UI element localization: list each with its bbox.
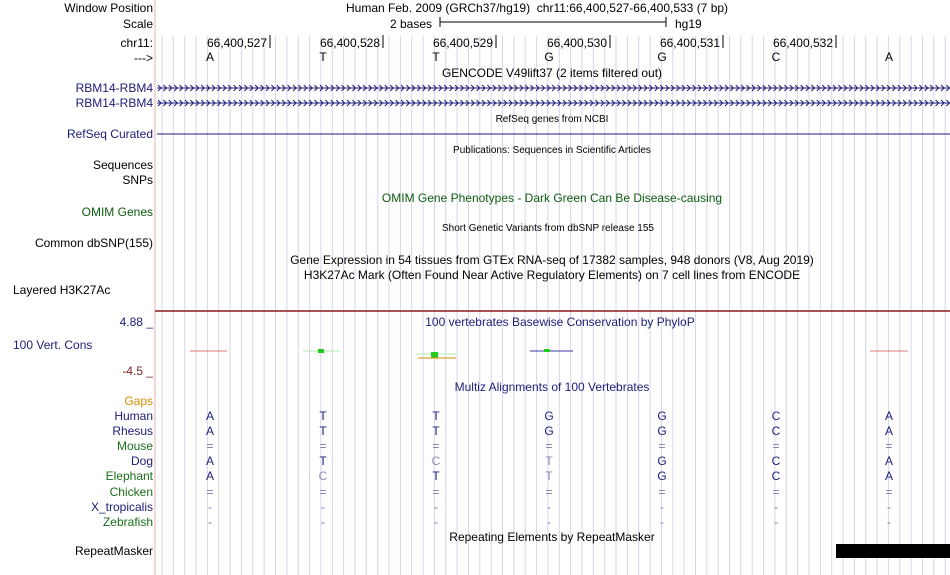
omim-track-title[interactable]: OMIM Gene Phenotypes - Dark Green Can Be Disease-causing [381, 191, 723, 205]
alignment-base: T [432, 409, 440, 423]
species-label-dog[interactable]: Dog [130, 454, 153, 468]
alignment-base: - [660, 500, 664, 514]
alignment-base: C [771, 454, 781, 468]
alignment-base: = [545, 485, 553, 499]
alignment-base: = [432, 439, 440, 453]
alignment-base: - [547, 500, 551, 514]
alignment-base: A [884, 454, 894, 468]
strand-label: ---> [134, 51, 153, 65]
alignment-base: - [321, 500, 325, 514]
publications-sequences-label[interactable]: Sequences [92, 158, 153, 172]
refseq-label[interactable]: RefSeq Curated [66, 127, 153, 141]
alignment-base: = [206, 485, 214, 499]
gencode-gene-1-label[interactable]: RBM14-RBM4 [75, 81, 153, 95]
alignment-base: A [205, 454, 215, 468]
window-position-label: Window Position [64, 1, 153, 15]
repeatmasker-track-title[interactable]: Repeating Elements by RepeatMasker [449, 530, 655, 544]
species-label-elephant[interactable]: Elephant [105, 469, 153, 483]
h3k27ac-track-title[interactable]: H3K27Ac Mark (Often Found Near Active Regulatory Elements) on 7 cell lines from ENCODE [303, 268, 801, 282]
species-label-human[interactable]: Human [114, 409, 153, 423]
repeatmasker-element[interactable] [836, 544, 950, 558]
phylop-max-label: 4.88 _ [119, 315, 153, 329]
assembly-title [346, 1, 728, 15]
chrom-label: chr11: [120, 36, 153, 50]
species-label-mouse[interactable]: Mouse [116, 439, 153, 453]
phylop-track-title[interactable]: 100 vertebrates Basewise Conservation by PhyloP [425, 315, 695, 329]
alignment-base: T [319, 409, 327, 423]
dbsnp-label[interactable]: Common dbSNP(155) [34, 236, 153, 250]
alignment-base: = [658, 485, 666, 499]
refseq-track-title[interactable]: RefSeq genes from NCBI [495, 114, 609, 125]
dbsnp-track-title[interactable]: Short Genetic Variants from dbSNP release 155 [442, 223, 654, 234]
repeatmasker-label[interactable]: RepeatMasker [74, 544, 153, 558]
alignment-base: - [547, 515, 551, 529]
alignment-base: - [887, 515, 891, 529]
reference-base: T [319, 50, 327, 64]
alignment-base: G [544, 424, 554, 438]
gtex-track-title[interactable]: Gene Expression in 54 tissues from GTEx RNA-seq of 17382 samples, 948 donors (V8, Aug 2019) [290, 253, 814, 267]
alignment-base: - [660, 515, 664, 529]
alignment-base: = [206, 439, 214, 453]
alignment-base: = [432, 485, 440, 499]
alignment-base: - [434, 515, 438, 529]
phylop-label[interactable]: 100 Vert. Cons [13, 338, 93, 352]
species-label-zebrafish[interactable]: Zebrafish [102, 515, 153, 529]
position-range[interactable]: chr11:66,400,527-66,400,533 (7 bp) [536, 1, 729, 15]
species-label-rhesus[interactable]: Rhesus [112, 424, 153, 438]
alignment-base: = [319, 439, 327, 453]
alignment-base: A [884, 409, 894, 423]
alignment-base: T [319, 424, 327, 438]
alignment-base: T [545, 454, 553, 468]
alignment-base: G [657, 454, 667, 468]
alignment-base: G [657, 424, 667, 438]
alignment-base: - [887, 500, 891, 514]
reference-base: A [884, 50, 894, 64]
alignment-base: - [321, 515, 325, 529]
gencode-gene-2-label[interactable]: RBM14-RBM4 [75, 96, 153, 110]
coordinate-label: 66,400,532 [772, 36, 833, 50]
omim-label[interactable]: OMIM Genes [81, 205, 153, 219]
coordinate-label: 66,400,528 [319, 36, 380, 50]
alignment-base: G [544, 409, 554, 423]
scale-value: 2 bases [390, 17, 433, 31]
alignment-base: C [318, 469, 328, 483]
alignment-base: C [771, 469, 781, 483]
reference-base: T [432, 50, 440, 64]
alignment-base: G [657, 409, 667, 423]
h3k27ac-label[interactable]: Layered H3K27Ac [13, 283, 111, 297]
reference-base: G [657, 50, 667, 64]
alignment-base: = [545, 439, 553, 453]
phylop-peak-2 [318, 349, 324, 353]
reference-base: A [205, 50, 215, 64]
alignment-base: T [319, 454, 327, 468]
alignment-base: T [432, 469, 440, 483]
publications-snps-label[interactable]: SNPs [122, 173, 153, 187]
alignment-base: A [205, 469, 215, 483]
alignment-base: = [885, 485, 893, 499]
alignment-base: = [885, 439, 893, 453]
alignment-base: - [208, 515, 212, 529]
coordinate-label: 66,400,530 [546, 36, 607, 50]
alignment-base: - [208, 500, 212, 514]
alignment-base: T [432, 424, 440, 438]
alignment-base: C [771, 409, 781, 423]
species-label-x_tropicalis[interactable]: X_tropicalis [90, 500, 153, 514]
alignment-base: - [774, 500, 778, 514]
coordinate-label: 66,400,531 [659, 36, 720, 50]
alignment-base: = [772, 439, 780, 453]
alignment-base: = [319, 485, 327, 499]
scale-label: Scale [122, 17, 153, 31]
phylop-peak-4 [544, 349, 550, 352]
alignment-base: - [434, 500, 438, 514]
reference-base: C [771, 50, 781, 64]
coordinate-label: 66,400,527 [206, 36, 267, 50]
alignment-base: = [772, 485, 780, 499]
species-label-chicken[interactable]: Chicken [109, 485, 153, 499]
phylop-min-label: -4.5 _ [122, 364, 153, 378]
alignment-base: T [545, 469, 553, 483]
reference-base: G [544, 50, 554, 64]
gencode-track-title[interactable]: GENCODE V49lift37 (2 items filtered out) [441, 66, 663, 80]
assembly-name: Human Feb. 2009 (GRCh37/hg19) [346, 1, 531, 15]
multiz-track-title[interactable]: Multiz Alignments of 100 Vertebrates [454, 380, 650, 394]
alignment-base: G [657, 469, 667, 483]
coordinate-label: 66,400,529 [432, 36, 493, 50]
alignment-base: A [205, 409, 215, 423]
alignment-base: C [431, 454, 441, 468]
alignment-base: A [884, 424, 894, 438]
phylop-peak-3 [431, 352, 438, 358]
multiz-gaps-label: Gaps [124, 394, 153, 408]
alignment-base: - [774, 515, 778, 529]
alignment-base: = [658, 439, 666, 453]
publications-track-title[interactable]: Publications: Sequences in Scientific Articles [453, 145, 651, 156]
alignment-base: A [205, 424, 215, 438]
alignment-base: A [884, 469, 894, 483]
scale-db: hg19 [675, 17, 702, 31]
alignment-base: C [771, 424, 781, 438]
